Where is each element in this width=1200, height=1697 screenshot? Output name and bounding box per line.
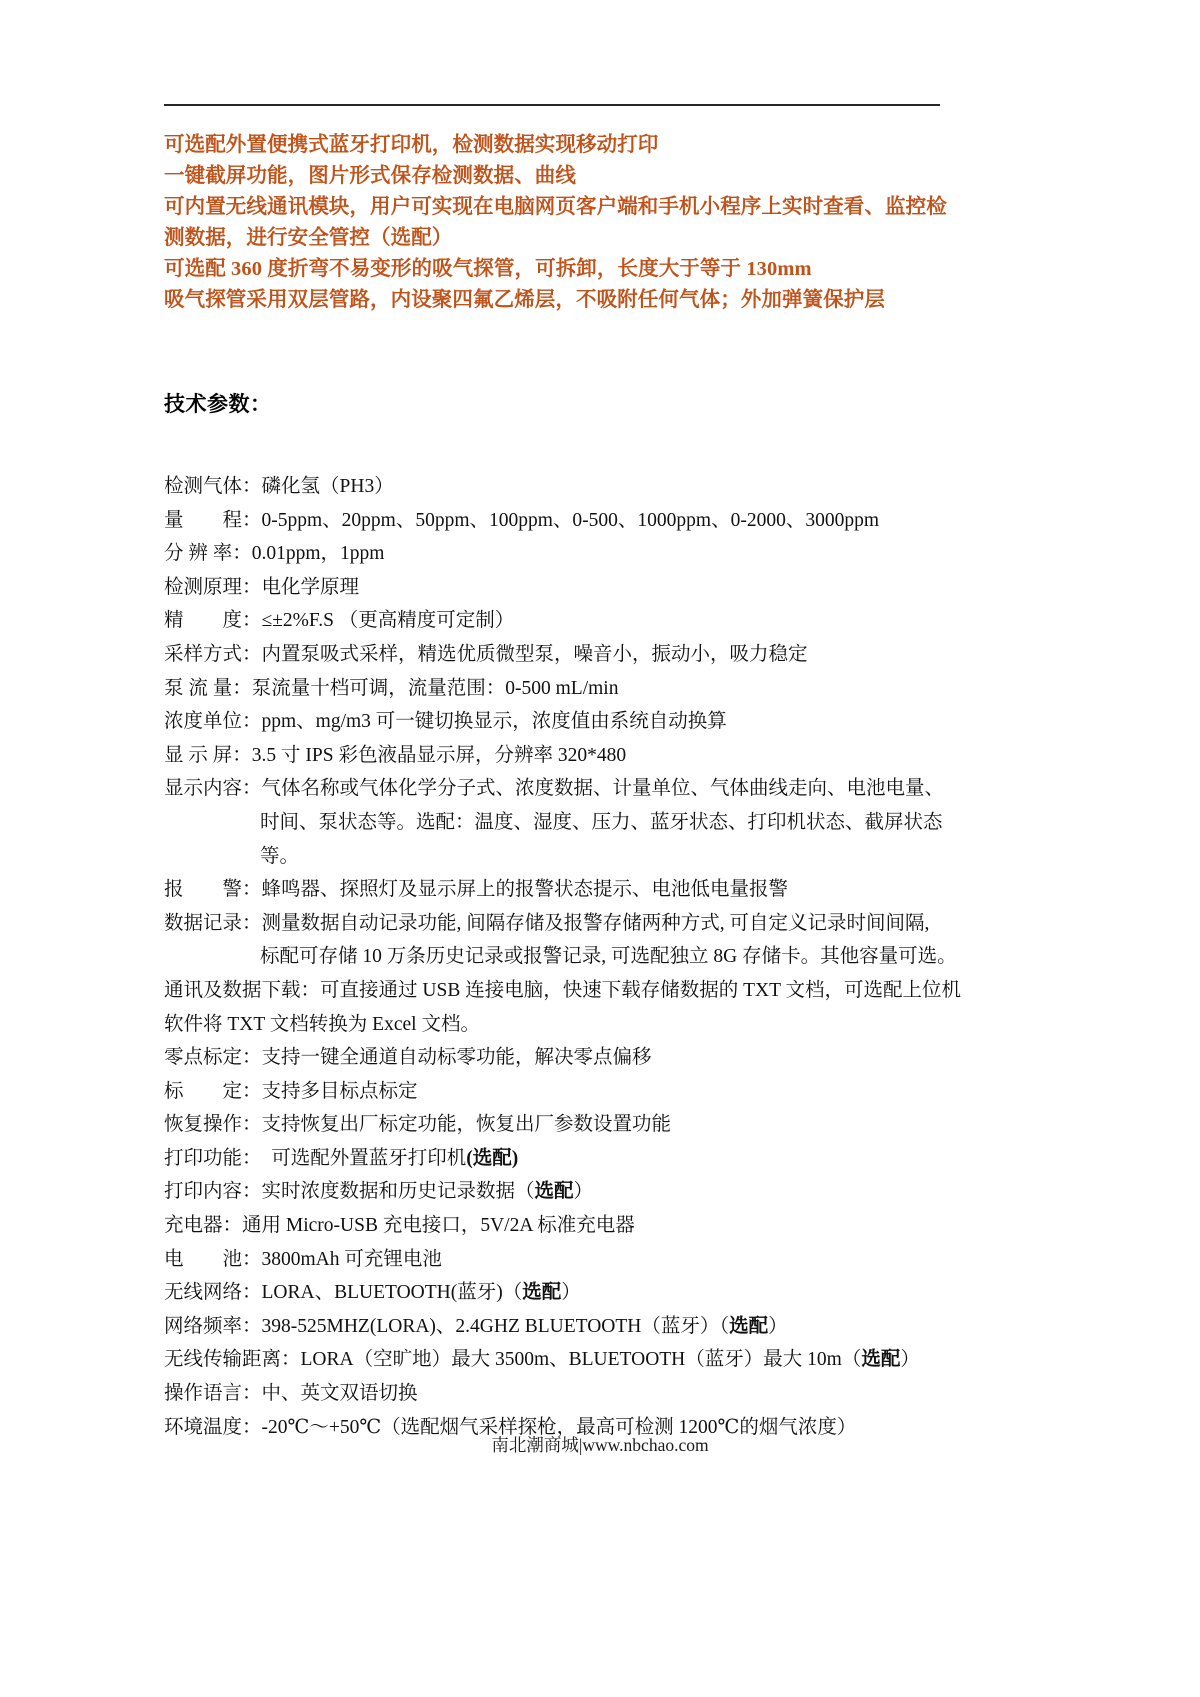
spec-label: 检测气体：	[164, 476, 262, 497]
feature-line-5: 吸气探管采用双层管路，内设聚四氟乙烯层，不吸附任何气体；外加弹簧保护层	[164, 289, 885, 311]
spec-value: 等。	[260, 845, 300, 867]
spec-value-tail: ）	[768, 1315, 788, 1337]
spec-label: 泵 流 量：	[164, 677, 252, 699]
spec-label: 量 程：	[164, 509, 262, 531]
feature-line-1: 可选配外置便携式蓝牙打印机，检测数据实现移动打印	[164, 134, 659, 156]
spec-label: 打印功能：	[164, 1147, 252, 1169]
document-content	[164, 130, 1036, 1444]
spec-value: 支持恢复出厂标定功能，恢复出厂参数设置功能	[261, 1114, 672, 1136]
spec-row-network-frequency	[164, 1310, 964, 1344]
spec-label: 标 定：	[164, 1080, 262, 1102]
spec-value: 气体名称或气体化学分子式、浓度数据、计量单位、气体曲线走向、电池电量、	[261, 778, 945, 800]
feature-highlight-block	[164, 130, 1036, 316]
spec-value-tail: ）	[561, 1282, 581, 1304]
spec-row-restore	[164, 1108, 964, 1142]
spec-value: 泵流量十档可调，流量范围：0-500 mL/min	[251, 677, 619, 699]
feature-line-2: 一键截屏功能，图片形式保存检测数据、曲线	[164, 165, 576, 187]
spec-value: -20℃～+50℃（选配烟气采样探枪，最高可检测 1200℃的烟气浓度）	[261, 1416, 857, 1438]
spec-row-display-screen	[164, 739, 964, 773]
spec-label: 采样方式：	[164, 643, 262, 665]
spec-value: 时间、泵状态等。选配：温度、湿度、压力、蓝牙状态、打印机状态、截屏状态	[260, 811, 943, 833]
spec-value: 中、英文双语切换	[261, 1383, 418, 1405]
spec-value: 标配可存储 10 万条历史记录或报警记录, 可选配独立 8G 存储卡。其他容量可选。	[260, 946, 957, 968]
spec-row-data-record-cont	[164, 940, 1000, 974]
page-footer: 南北潮商城|www.nbchao.com	[491, 1435, 709, 1455]
spec-value: ppm、mg/m3 可一键切换显示，浓度值由系统自动换算	[261, 711, 727, 733]
spec-value: 3.5 寸 IPS 彩色液晶显示屏，分辨率 320*480	[251, 744, 627, 766]
spec-row-calibration	[164, 1075, 964, 1109]
spec-row-display-content-cont-1	[164, 806, 1020, 840]
spec-row-zero-calibration	[164, 1041, 964, 1075]
spec-row-range	[164, 504, 994, 538]
spec-value: LORA（空旷地）最大 3500m、BLUETOOTH（蓝牙）最大 10m（	[300, 1349, 862, 1371]
spec-row-alarm	[164, 873, 964, 907]
feature-line-3: 可内置无线通讯模块，用户可实现在电脑网页客户端和手机小程序上实时查看、监控检测数据，进行安全管控（选配）	[164, 196, 947, 249]
spec-label: 浓度单位：	[164, 711, 262, 733]
spec-label: 网络频率：	[164, 1315, 262, 1337]
spec-row-wireless-network	[164, 1276, 964, 1310]
spec-value: 蜂鸣器、探照灯及显示屏上的报警状态提示、电池低电量报警	[261, 879, 789, 901]
spec-row-detect-gas	[164, 470, 964, 504]
spec-label: 分 辨 率：	[164, 543, 252, 565]
spec-label: 恢复操作：	[164, 1114, 262, 1136]
section-heading-tech-params: 技术参数：	[164, 392, 272, 416]
spec-label: 零点标定：	[164, 1047, 262, 1069]
spec-value: 实时浓度数据和历史记录数据（	[261, 1181, 535, 1203]
spec-row-principle	[164, 571, 964, 605]
spec-label: 检测原理：	[164, 576, 262, 598]
spec-label: 打印内容：	[164, 1181, 262, 1203]
spec-value: 测量数据自动记录功能, 间隔存储及报警存储两种方式, 可自定义记录时间间隔,	[261, 912, 930, 934]
spec-row-charger	[164, 1209, 964, 1243]
spec-value: 磷化氢（PH3）	[261, 476, 394, 497]
spec-label: 报 警：	[164, 879, 262, 901]
spec-value: ≤±2%F.S （更高精度可定制）	[261, 610, 515, 632]
spec-optional-badge: 选配	[522, 1282, 562, 1304]
spec-row-pump-flow	[164, 672, 964, 706]
spec-row-data-record	[164, 907, 1004, 941]
spec-label: 通讯及数据下载：	[164, 979, 321, 1001]
spec-list	[164, 470, 1036, 1444]
spec-value: 可选配外置蓝牙打印机	[251, 1147, 467, 1169]
spec-label: 操作语言：	[164, 1383, 262, 1405]
spec-label: 环境温度：	[164, 1416, 262, 1438]
spec-label: 无线传输距离：	[164, 1349, 301, 1371]
spec-row-battery	[164, 1243, 964, 1277]
spec-label: 数据记录：	[164, 912, 262, 934]
spec-row-operation-language	[164, 1377, 964, 1411]
spec-value: 398-525MHZ(LORA)、2.4GHZ BLUETOOTH（蓝牙）（	[261, 1315, 730, 1337]
spec-label: 精 度：	[164, 610, 262, 632]
spec-row-transmission-distance	[164, 1343, 1004, 1377]
feature-line-4: 可选配 360 度折弯不易变形的吸气探管，可拆卸，长度大于等于 130mm	[164, 258, 812, 280]
spec-value: 内置泵吸式采样，精选优质微型泵，噪音小，振动小，吸力稳定	[261, 643, 808, 665]
spec-value: 0-5ppm、20ppm、50ppm、100ppm、0-500、1000ppm、0-2000、3000ppm	[261, 509, 880, 531]
spec-value: 3800mAh 可充锂电池	[261, 1248, 442, 1270]
spec-value: LORA、BLUETOOTH(蓝牙)（	[261, 1282, 523, 1304]
spec-value: 0.01ppm，1ppm	[251, 543, 385, 565]
spec-optional-badge: 选配	[534, 1181, 574, 1203]
spec-row-sampling-method	[164, 638, 964, 672]
spec-label: 充电器：	[164, 1215, 243, 1237]
spec-row-comm-download	[164, 974, 974, 1041]
spec-value: 通用 Micro-USB 充电接口，5V/2A 标准充电器	[242, 1215, 635, 1237]
spec-label: 显 示 屏：	[164, 744, 252, 766]
spec-value: 电化学原理	[261, 576, 360, 598]
spec-row-resolution	[164, 537, 964, 571]
header-divider-rule	[164, 104, 940, 106]
spec-optional-badge: (选配)	[466, 1147, 519, 1169]
spec-value: 可直接通过 USB 连接电脑，快速下载存储数据的 TXT 文档，可选配上位机软件将 TXT 文档转换为 Excel 文档。	[164, 979, 962, 1035]
spec-row-print-function	[164, 1142, 964, 1176]
spec-optional-badge: 选配	[861, 1349, 901, 1371]
spec-optional-badge: 选配	[729, 1315, 769, 1337]
spec-value: 支持多目标点标定	[261, 1080, 418, 1102]
spec-value: 支持一键全通道自动标零功能，解决零点偏移	[261, 1047, 652, 1069]
spec-value-tail: ）	[900, 1349, 920, 1371]
spec-row-print-content	[164, 1175, 964, 1209]
spec-value-tail: ）	[573, 1181, 594, 1203]
spec-row-concentration-unit	[164, 705, 964, 739]
spec-label: 显示内容：	[164, 778, 262, 800]
spec-label: 电 池：	[164, 1248, 262, 1270]
spec-row-display-content-cont-2	[164, 840, 1020, 874]
spec-row-accuracy	[164, 604, 964, 638]
spec-row-display-content	[164, 772, 1004, 806]
spec-label: 无线网络：	[164, 1282, 262, 1304]
